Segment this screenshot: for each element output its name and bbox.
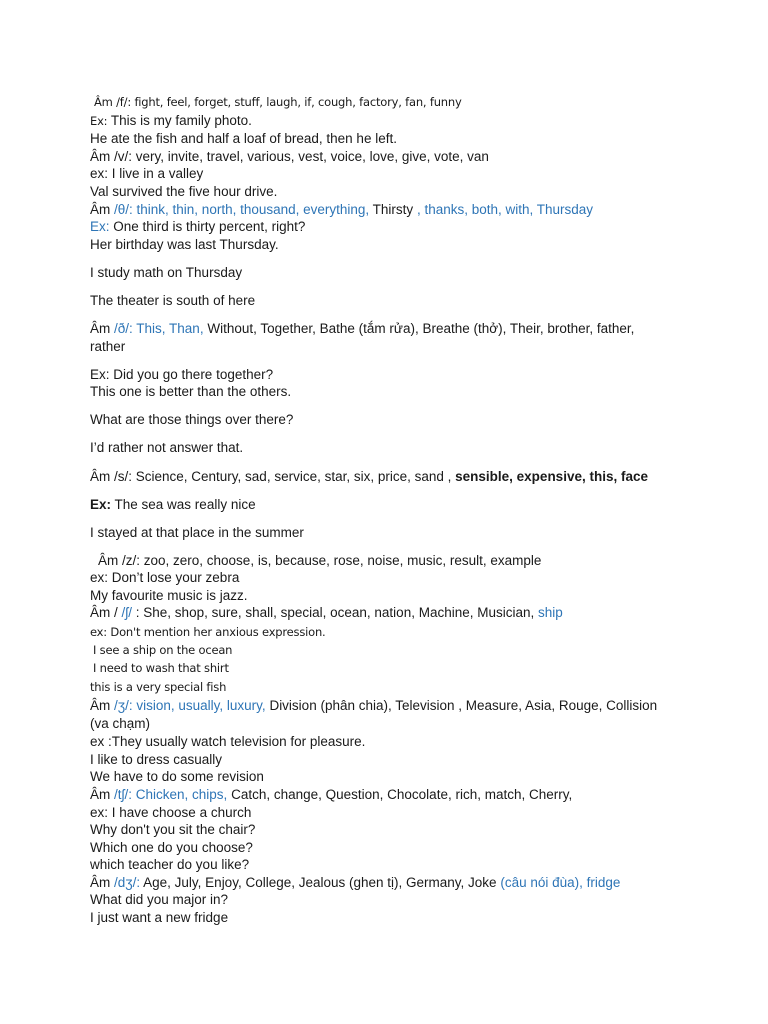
text-run: The theater is south of here — [90, 293, 256, 308]
text-line — [90, 112, 252, 130]
text-line — [90, 148, 489, 165]
text-line — [90, 292, 255, 309]
text-run: This is my family photo. — [107, 113, 252, 128]
text-line — [90, 264, 242, 281]
text-line — [90, 366, 273, 383]
text-run: rather — [90, 339, 126, 354]
text-line — [90, 236, 279, 253]
text-run: ex: Don’t lose your zebra — [90, 570, 240, 585]
text-run: Age, July, Enjoy, College, Jealous (ghen tị), Germany, Joke — [140, 875, 501, 890]
text-run: Âm — [90, 698, 115, 713]
text-line — [90, 587, 248, 604]
text-line — [94, 94, 462, 111]
text-run: Âm — [90, 875, 115, 890]
text-run: I’d rather not answer that. — [90, 440, 244, 455]
text-line — [90, 165, 203, 182]
text-line — [90, 524, 304, 541]
text-run: I need to wash that shirt — [93, 661, 229, 675]
text-run: /ʃ/ — [121, 605, 133, 620]
text-run: this is a very special fish — [90, 680, 227, 694]
text-line — [90, 439, 243, 456]
text-line — [90, 768, 264, 785]
text-run: Without, Together, Bathe (tắm rửa), Breathe (thở), Their, brother, father, — [203, 321, 635, 336]
text-run: I stayed at that place in the summer — [90, 525, 304, 540]
text-line — [90, 130, 397, 147]
text-run: Âm / — [90, 605, 122, 620]
text-run: Âm — [90, 787, 115, 802]
text-run: Âm /s/: Science, Century, sad, service, star, six, price, sand , — [90, 469, 456, 484]
text-run: : She, shop, sure, shall, special, ocean, nation, Machine, Musician, — [132, 605, 539, 620]
text-run: Which one do you choose? — [90, 840, 253, 855]
text-run: Ex: — [90, 497, 112, 512]
text-run: Ex: — [90, 114, 108, 128]
text-run: Why don't you sit the chair? — [90, 822, 256, 837]
text-run: He ate the fish and half a loaf of bread, then he left. — [90, 131, 397, 146]
text-run: ex: Don't mention her anxious expression. — [90, 625, 326, 639]
text-run: Catch, change, Question, Chocolate, rich, match, Cherry, — [227, 787, 573, 802]
text-line — [90, 909, 228, 926]
text-run: This one is better than the others. — [90, 384, 292, 399]
text-run: (va chạm) — [90, 716, 151, 731]
text-line — [90, 697, 657, 714]
text-line — [93, 660, 229, 677]
text-line — [90, 821, 255, 838]
text-run: ship — [538, 605, 563, 620]
text-line — [90, 679, 226, 696]
text-run: /ʒ/: vision, usually, luxury, — [114, 698, 266, 713]
text-line — [90, 856, 249, 873]
text-run: Âm /z/: zoo, zero, choose, is, because, rose, noise, music, result, example — [98, 553, 542, 568]
text-run: /θ/: think, thin, north, thousand, everything, — [114, 202, 370, 217]
text-line — [90, 320, 634, 337]
text-run: Val survived the five hour drive. — [90, 184, 278, 199]
text-line — [90, 569, 239, 586]
text-run: Âm /f/: fight, feel, forget, stuff, laugh, if, cough, factory, fan, funny — [94, 95, 462, 109]
text-run: We have to do some revision — [90, 769, 264, 784]
text-run: ex: I have choose a church — [90, 805, 252, 820]
text-line — [90, 874, 620, 891]
text-run: ex :They usually watch television for pleasure. — [90, 734, 366, 749]
text-line — [90, 624, 326, 641]
text-line — [90, 468, 648, 485]
text-line — [90, 786, 572, 803]
text-line — [90, 338, 125, 355]
text-line — [90, 891, 228, 908]
text-run: What are those things over there? — [90, 412, 294, 427]
text-run: which teacher do you like? — [90, 857, 250, 872]
text-line — [90, 715, 150, 732]
text-line — [90, 183, 277, 200]
text-run: (câu nói đùa), fridge — [500, 875, 621, 890]
text-line — [90, 604, 563, 621]
text-run: My favourite music is jazz. — [90, 588, 248, 603]
text-line — [90, 496, 256, 513]
text-run: sensible, expensive, this, face — [455, 469, 648, 484]
text-run: /ð/: This, Than, — [114, 321, 204, 336]
text-run: Âm — [90, 321, 115, 336]
text-line — [93, 642, 232, 659]
text-run: I study math on Thursday — [90, 265, 243, 280]
text-line — [90, 383, 291, 400]
text-line — [90, 218, 305, 235]
text-run: Ex: — [90, 219, 110, 234]
text-run: I see a ship on the ocean — [93, 643, 233, 657]
text-run: The sea was really nice — [111, 497, 256, 512]
text-line — [90, 839, 253, 856]
text-line — [90, 733, 365, 750]
text-line — [90, 751, 222, 768]
text-run: Thirsty — [369, 202, 417, 217]
text-run: , thanks, both, with, Thursday — [416, 202, 594, 217]
text-run: Her birthday was last Thursday. — [90, 237, 279, 252]
text-run: Ex: Did you go there together? — [90, 367, 274, 382]
text-run: What did you major in? — [90, 892, 229, 907]
text-line — [98, 552, 541, 569]
text-run: Âm — [90, 202, 115, 217]
text-line — [90, 411, 293, 428]
text-run: I like to dress casually — [90, 752, 223, 767]
text-run: I just want a new fridge — [90, 910, 229, 925]
text-line — [90, 804, 251, 821]
text-run: /tʃ/: Chicken, chips, — [114, 787, 228, 802]
text-run: ex: I live in a valley — [90, 166, 204, 181]
text-run: /dʒ/: — [114, 875, 141, 890]
text-run: Âm /v/: very, invite, travel, various, vest, voice, love, give, vote, van — [90, 149, 489, 164]
text-run: Division (phân chia), Television , Measure, Asia, Rouge, Collision — [265, 698, 658, 713]
text-run: One third is thirty percent, right? — [109, 219, 306, 234]
text-line — [90, 201, 593, 218]
